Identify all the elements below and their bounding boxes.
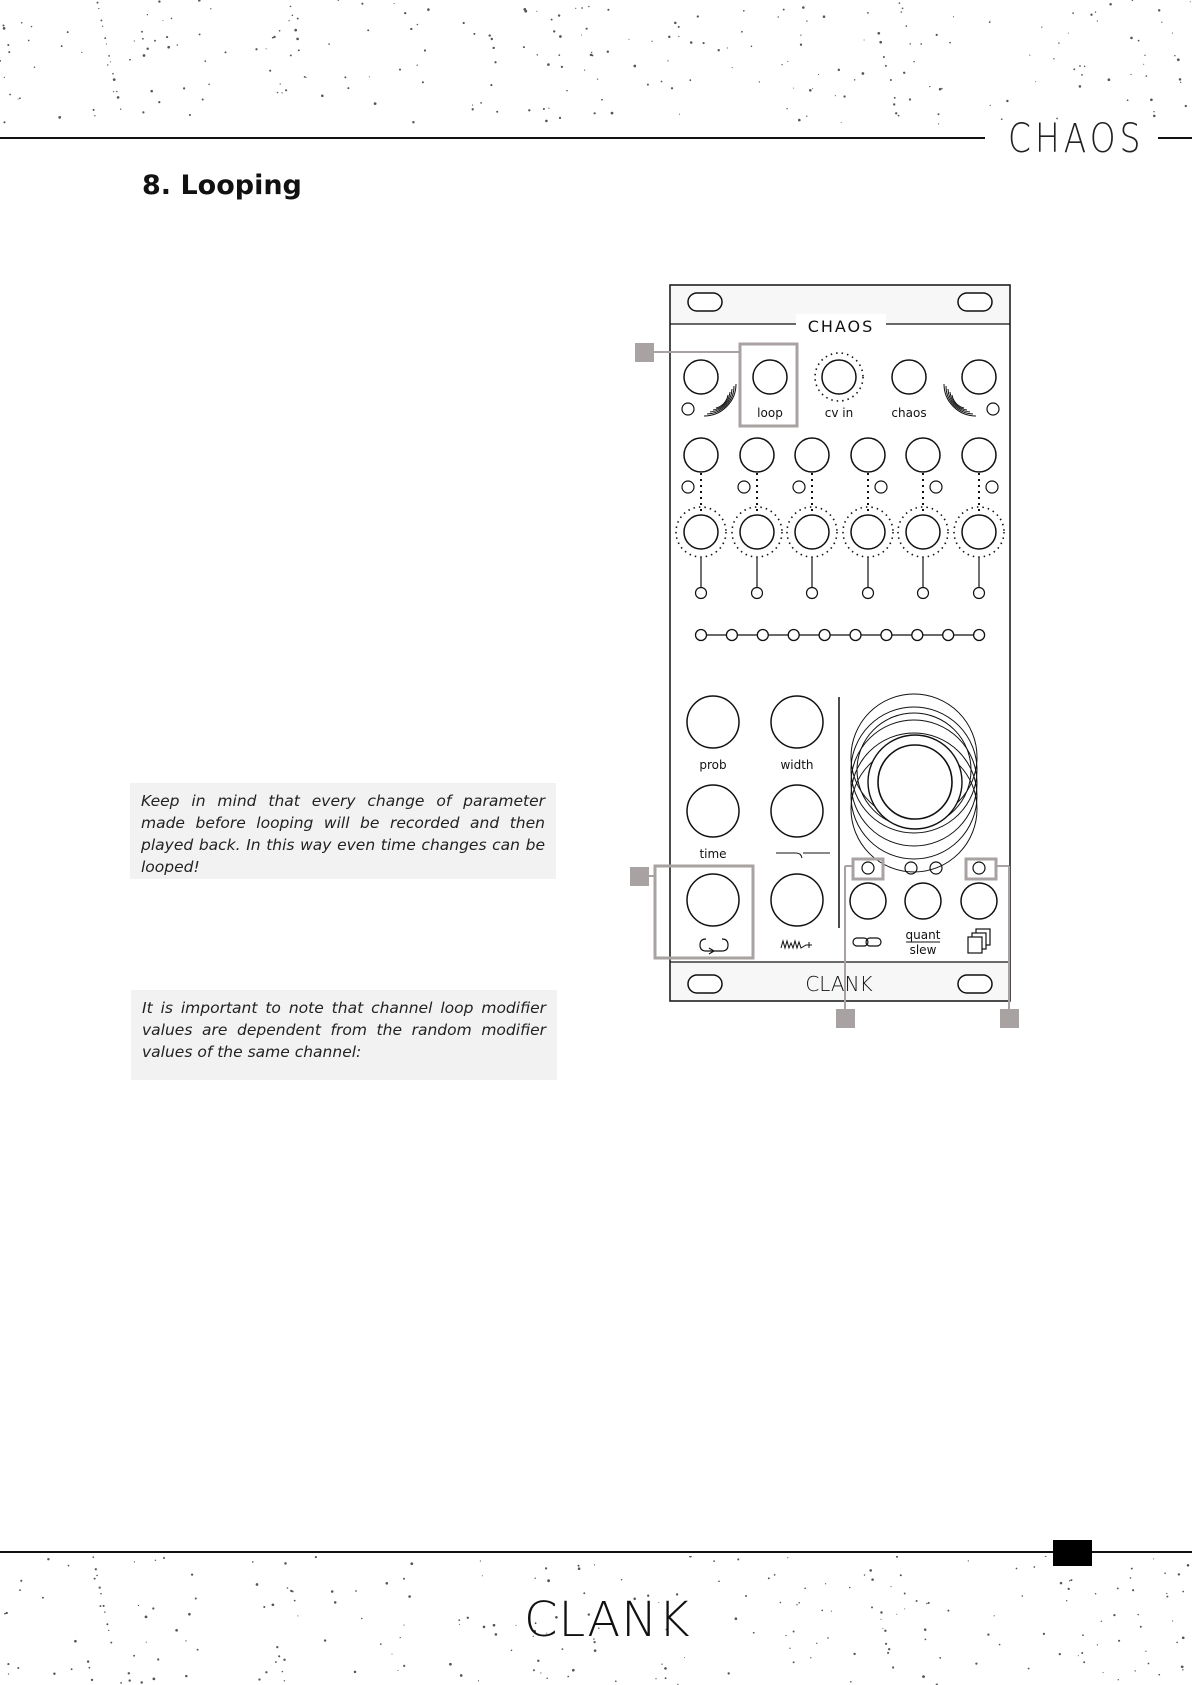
channel-jack-5 xyxy=(906,438,940,472)
channel-knob-3 xyxy=(795,515,829,549)
cv-in-jack xyxy=(822,360,856,394)
callout-marker-loop-knob xyxy=(630,867,649,886)
section-title: 8. Looping xyxy=(142,170,302,201)
link-jack xyxy=(850,883,886,919)
stack-jack xyxy=(961,883,997,919)
callout-marker-led-link xyxy=(836,1009,855,1028)
central-knob-inner xyxy=(878,745,952,819)
header-brand: CHAOS xyxy=(1008,116,1145,162)
panel-title: CHAOS xyxy=(807,317,875,336)
mount-hole-bottom-left xyxy=(688,975,722,993)
stack-icon xyxy=(968,929,990,953)
step-led-6 xyxy=(850,630,861,641)
note-loop-modifier: It is important to note that channel loop modifier values are dependent from the random modifier values of the same channel: xyxy=(131,990,557,1080)
time-knob xyxy=(687,785,739,837)
quant-slew-jack xyxy=(905,883,941,919)
step-led-1 xyxy=(696,630,707,641)
led-stack xyxy=(973,862,985,874)
footer-brand: CLANK xyxy=(524,1592,691,1648)
step-led-4 xyxy=(788,630,799,641)
header-rule-left xyxy=(0,137,985,139)
channel-jack-3 xyxy=(795,438,829,472)
arcs-right-graphic xyxy=(944,384,976,416)
knob-left-1 xyxy=(684,360,718,394)
channel-knob-5 xyxy=(906,515,940,549)
channel-knob-1 xyxy=(684,515,718,549)
channel-output-led-4 xyxy=(863,588,874,599)
led-link xyxy=(862,862,874,874)
channel-led-6 xyxy=(986,481,998,493)
panel-footer-brand: CLANK xyxy=(805,972,873,996)
label-width: width xyxy=(780,758,814,772)
module-panel-diagram xyxy=(600,270,1040,1030)
channel-knob-2 xyxy=(740,515,774,549)
label-prob: prob xyxy=(699,758,727,772)
label-time: time xyxy=(699,847,727,861)
footer-rule xyxy=(0,1551,1192,1553)
step-led-7 xyxy=(881,630,892,641)
top-speckle-texture xyxy=(0,0,1192,130)
led-left-1 xyxy=(682,403,694,415)
panel-outline xyxy=(670,285,1010,1001)
step-led-9 xyxy=(943,630,954,641)
mount-hole-top-right xyxy=(958,293,992,311)
channel-knob-4 xyxy=(851,515,885,549)
channel-led-5 xyxy=(930,481,942,493)
channel-output-led-1 xyxy=(696,588,707,599)
callout-marker-loop xyxy=(635,343,654,362)
channel-led-2 xyxy=(738,481,750,493)
loop-knob xyxy=(687,874,739,926)
channel-jack-1 xyxy=(684,438,718,472)
chaos-jack xyxy=(892,360,926,394)
knob-right-1 xyxy=(962,360,996,394)
label-cv-in: cv in xyxy=(824,406,854,420)
label-quant: quant xyxy=(905,928,941,942)
label-chaos: chaos xyxy=(891,406,927,420)
step-led-8 xyxy=(912,630,923,641)
ramp-knob xyxy=(771,785,823,837)
mount-hole-top-left xyxy=(688,293,722,311)
loop-icon xyxy=(700,939,728,954)
label-loop: loop xyxy=(757,406,783,420)
channel-output-led-5 xyxy=(918,588,929,599)
channel-jack-2 xyxy=(740,438,774,472)
callout-marker-led-stack xyxy=(1000,1009,1019,1028)
step-led-3 xyxy=(757,630,768,641)
channel-jack-4 xyxy=(851,438,885,472)
label-slew: slew xyxy=(909,943,937,957)
channel-led-4 xyxy=(875,481,887,493)
arcs-left-graphic xyxy=(704,384,736,416)
random-knob xyxy=(771,874,823,926)
step-led-2 xyxy=(726,630,737,641)
random-wave-icon xyxy=(781,941,812,948)
channel-led-1 xyxy=(682,481,694,493)
step-led-10 xyxy=(974,630,985,641)
step-led-5 xyxy=(819,630,830,641)
channel-jack-6 xyxy=(962,438,996,472)
loop-jack xyxy=(753,360,787,394)
prob-knob xyxy=(687,696,739,748)
width-knob xyxy=(771,696,823,748)
mount-hole-bottom-right xyxy=(958,975,992,993)
channel-output-led-6 xyxy=(974,588,985,599)
ramp-icon xyxy=(776,853,830,858)
channel-led-3 xyxy=(793,481,805,493)
channel-knob-6 xyxy=(962,515,996,549)
note-parameter-changes: Keep in mind that every change of parameter made before looping will be recorded and then played back. In this way even time changes can be looped! xyxy=(130,783,556,879)
led-right-1 xyxy=(987,403,999,415)
channel-output-led-2 xyxy=(752,588,763,599)
link-icon xyxy=(853,938,881,946)
header-rule-right xyxy=(1158,137,1192,139)
channel-output-led-3 xyxy=(807,588,818,599)
